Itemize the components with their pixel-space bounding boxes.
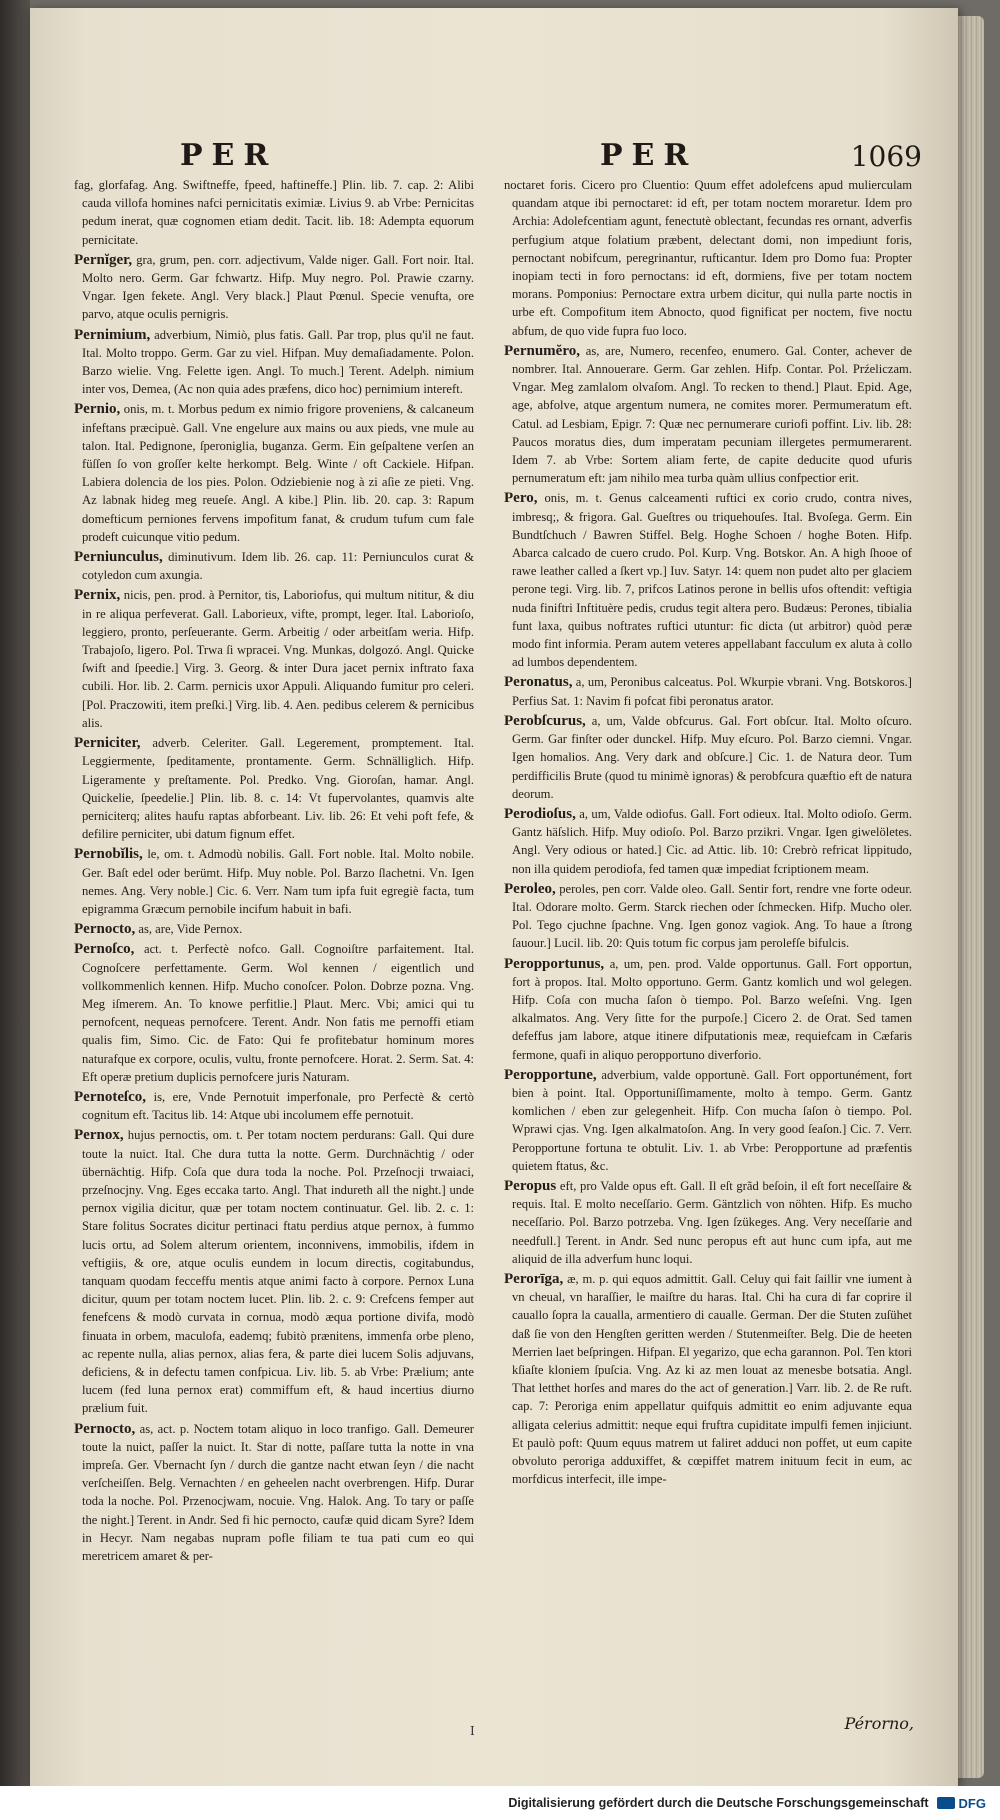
- dictionary-entry: [504, 1066, 912, 1175]
- dictionary-entry: [74, 548, 474, 584]
- entry-headword: Pernoteſco,: [74, 1088, 147, 1105]
- entry-text: act. t. Perfectè nofco. Gall. Cognoiſtre parfaitement. Ital. Cognoſcere perfettamente. Germ. Wol kennen / eigentlich und vollkommenlich kennen. Hifp. Mucho conoſcer. Polon. Dobrze pozna. Vng. Meg iſmerem. An. To knowe perfitlie.] Plaut. Merc. Vbi; amici qui tu pernofcent, nequeas pernofcere. Terent. Andr. Non fatis me pernoffi etiam qualis fim, Simo. Cic. de Fato: Qui fe profitebatur hominum mores naturafque ex corpore, oculis, vultu, fronte pernofcere. Horat. 2. Serm. Sat. 4: Eft operæ pretium duplicis pernofcere juris Naturam.: [82, 942, 474, 1084]
- entry-text: nicis, pen. prod. à Pernitor, tis, Laboriofus, qui multum nititur, & diu in re aliqua perfeverat. Gall. Laborieux, vifte, prompt, leger. Ital. Laborioſo, leggiero, pronto, perſeuerante. Germ. Arbeitig / oder arbeitſam weria. Hifp. Trabajoſo, ligero. Pol. Trwa ſi wpracei. Vng. Munkas, dolgozó. Angl. Quicke ſwift and ſpeedie.] Virg. 3. Georg. & inter Dura jacet pernix inftrato faxa cubili. Hor. lib. 2. Carm. pernicis uxor Appuli. Aliquando fumitur pro celeri. [Pol. Praczowiti, item preſki.] Virg. lib. 4. Aen. pedibus celerem & pernicibus alis.: [82, 588, 475, 730]
- entry-headword: Peropus: [504, 1177, 557, 1194]
- dictionary-entry: [74, 251, 474, 324]
- entry-text: noctaret foris. Cicero pro Cluentio: Quum effet adolefcens apud mulierculam quandam atque ibi pernoctaret: id eft, per totam noctem moraretur. Idem pro Archia: Adolefcentiam agunt, fenectutè oblectant, fecundas res ornant, adverfis perfugium atque folatium præbent, delectant domi, non impediunt foris, pernoctant nobifcum, peregrinantur, rufticantur. Idem pro Domo fua: Propter inopiam tecti in foro pernoctans: id eft, dormiens, five per totam noctem morans. Pomponius: Pernoctare extra urbem dicitur, qui nulla parte noctis in urbe eft. Compofitum item Abnocto, quod fignificat per noctem, five noctu abfum, de quo vide fupra fuo loco.: [504, 178, 912, 338]
- left-column: [74, 176, 474, 1567]
- entry-text: is, ere, Vnde Pernotuit imperfonale, pro Perfectè & certò cognitum eft. Tacitus lib. 14: Atque ubi incolumem effe pernotuit.: [82, 1089, 474, 1123]
- dictionary-entry: [74, 586, 474, 732]
- dictionary-entry: [74, 326, 474, 399]
- entry-headword: Pernix,: [74, 587, 121, 604]
- dictionary-entry: [504, 1270, 912, 1488]
- dictionary-entry: [74, 1420, 474, 1566]
- dictionary-entry: [74, 920, 474, 938]
- entry-text: as, act. p. Noctem totam aliquo in loco tranfigo. Gall. Demeurer toute la nuict, paſſer la nuict. It. Star di notte, paſſare tutta la notte in vna impreſa. Ger. Vbernacht ſyn / durch die gantze nacht etwan ſeyn / die nacht verſcheiſſen. Belg. Vernachten / en geheelen nacht overbrengen. Hifp. Durar toda la noche. Pol. Przenocjwam, nocuie. Vng. Halok. Ang. To tary or paſſe the night.] Terent. in Andr. Sed fi hic pernocto, caufæ quid dicam Syre? Idem in Hecyr. Nam negabas nupram pofle filiam te tua pati cum eo qui meretricem amaret & per-: [82, 1421, 474, 1564]
- entry-headword: Peronatus,: [504, 674, 573, 691]
- dictionary-entry: [504, 342, 912, 488]
- dictionary-entry: [504, 880, 912, 953]
- entry-text: eft, pro Valde opus eft. Gall. Il eſt grãd beſoin, il eſt fort neceſſaire & requis. Ital. E molto neceſſario. Germ. Gäntzlich von nöhten. Hifp. Es mucho neceſſario. Pol. Barzo potrzeba. Vng. Igen ſzükeges. Ang. Very neceſſarie and needfull.] Terent. in Andr. Sed nunc peropus eft aut hunc cum ipfa, aut me aliquid de illa adverfum hunc loqui.: [512, 1178, 912, 1266]
- entry-text: adverbium, Nimiò, plus fatis. Gall. Par trop, plus qu'il ne faut. Ital. Molto troppo. Germ. Gar zu viel. Hifpan. Muy demaſiadamente. Polon. Barzo wielie. Vng. Felette igen. Angl. To much.] Terent. Adelph. nimium inter vos, Demea, (Ac non quia ades præfens, dico hoc) pernimium intereft.: [82, 327, 474, 397]
- entry-headword: Pernumĕro,: [504, 342, 580, 359]
- dictionary-entry: [74, 400, 474, 546]
- dictionary-entry: [504, 805, 912, 878]
- dfg-logo-text: DFG: [958, 1795, 986, 1811]
- entry-text: hujus pernoctis, om. t. Per totam noctem perdurans: Gall. Qui dure toute la nuict. Ital. Che dura tutta la notte. Germ. Durchnächtig / oder übernächtig. Hifp. Coſa que dura toda la noche. Pol. Przeſnocji trwaiaci, przeſnocjny. Vng. Eges eccaka tarto. Angl. That indureth all the night.] unde pernox vigilia dicitur, quæ per totam noctem continuatur. Gel. lib. 2. c. 1: Stare folitus Socrates dicitur pertinaci ftatu perdius atque pernox, à fummo lucis ortu, ad Solem alterum orientem, inconnivens, immobilis, ifdem in veftigiis, & ore, atque oculis eundem in locum directis, cogitabundus, tanquam quodam fecceffu mentis atque animi facto à corpore. Pernox Luna dicitur, quum per totam noctem lucet. Plin. lib. 2. c. 9: Crefcens femper aut fenefcens & modò curvata in cornua, modò æqua portione divifa, modò finuata in orbem, maculofa, eademq; fubitò prænitens, immenfa orbe pleno, ac repente nulla, alias pernox, alias fera, & parte diei lucem Solis adjuvans, deficiens, & in defectu tamen confpicua. Liv. lib. 5. ab Vrbe: Prælium; ante lucem (fed luna pernox erat) commiffum eft, & haud incertius diurno prælium fuit.: [82, 1128, 474, 1416]
- left-running-head: PER: [180, 138, 278, 173]
- dictionary-entry: [504, 489, 912, 671]
- dfg-logo-icon: [937, 1797, 955, 1809]
- entry-text: le, om. t. Admodù nobilis. Gall. Fort noble. Ital. Molto nobile. Ger. Baſt edel oder berümt. Hifp. Muy noble. Pol. Barzo ſlachetni. Vn. Igen nemes. Ang. Very noble.] Cic. 6. Verr. Nam tum ipfa fuit egregiè facta, tum epigramma Græcum pernobile incifum habuit in bafi.: [82, 847, 474, 916]
- dfg-credit-text: Digitalisierung gefördert durch die Deutsche Forschungsgemeinschaft: [508, 1796, 929, 1810]
- dictionary-entry: [504, 955, 912, 1064]
- book-spine-shadow: [0, 0, 30, 1820]
- entry-headword: Pernox,: [74, 1127, 124, 1144]
- page-edges: [958, 16, 984, 1778]
- entry-headword: Perobſcurus,: [504, 712, 586, 729]
- book-page: [30, 8, 958, 1786]
- page-number: 1069: [850, 140, 922, 173]
- entry-headword: Pernĭger,: [74, 251, 133, 268]
- entry-text: adverbium, valde opportunè. Gall. Fort opportunément, fort bien à point. Ital. Opportuniſſimamente, molto à tempo. Germ. Gantz komlichen / eben zur gelegenheit. Hifp. Con mucha ſaſon ò tiempo. Pol. Wprawi cjas. Vng. Igen alkalmatoſon. Ang. In very good ſeaſon.] Cic. 7. Verr. Peropportune fortuna te obtulit. Liv. 1. ab Vrbe: Peropportune ad præfentis quietem ftatus, &c.: [512, 1067, 912, 1173]
- entry-headword: Peropportunus,: [504, 955, 605, 972]
- entry-text: onis, m. t. Morbus pedum ex nimio frigore proveniens, & calcaneum infeftans præcipuè. Gall. Vne engelure aux mains ou aux pieds, vne mule au talon. Ital. Pedignone, ſperoniglia, buganza. Germ. Ein geſpaltene verſen an füſſen ſo von groſſer kelte herkompt. Belg. Winte / oft Cackiele. Hifpan. Labiera dolencia de los pies. Polon. Odziebienie nog à zi aſie ze pieti. Vng. Az labnak hideg meg reueſe. Angl. A kibe.] Plin. lib. 20. cap. 3: Rapum domefticum perniones fervens impofitum fanat, & crudum tufum cum fale prodeft cuicunque vitio pedum.: [82, 402, 474, 544]
- entry-headword: Pernoſco,: [74, 941, 135, 958]
- entry-text: peroles, pen corr. Valde oleo. Gall. Sentir fort, rendre vne forte odeur. Ital. Odorare molto. Germ. Starck riechen oder ſchmecken. Hifp. Mucho oler. Pol. Tego cjuchne ſpachne. Vng. Igen gonoz vagiok. Ang. To haue a ſtrong ſauour.] Lucil. lib. 20: Quis totum fic corpus jam perolefſe bifulcis.: [512, 881, 912, 951]
- dictionary-entry: [504, 712, 912, 803]
- digitization-credit-bar: [0, 1786, 1000, 1820]
- catchword: Pérorno,: [844, 1714, 914, 1733]
- entry-text: a, um, pen. prod. Valde opportunus. Gall. Fort opportun, fort à propos. Ital. Molto opportuno. Germ. Gantz komlich und wol gelegen. Hifp. Coſa con mucha ſaſon ò tiempo. Pol. Barzo weſeſni. Vng. Igen alkalmatos. Ang. Very ſitte for the purpoſe.] Cicero 2. de Orat. Sed tamen defeffus jam labore, atque itinere difputationis meæ, requiefcam in Cæfaris fermone, quafi in aliquo peropportuno diverforio.: [512, 956, 912, 1062]
- right-running-head: PER: [600, 138, 698, 173]
- entry-headword: Pero,: [504, 490, 538, 507]
- dictionary-entry: [504, 176, 912, 340]
- dictionary-entry: [74, 940, 474, 1086]
- dictionary-entry: [74, 734, 474, 843]
- dictionary-entry: [74, 1088, 474, 1124]
- entry-text: as, are, Vide Pernox.: [138, 922, 243, 937]
- entry-headword: Peropportune,: [504, 1066, 597, 1083]
- entry-text: a, um, Valde obfcurus. Gal. Fort obſcur. Ital. Molto oſcuro. Germ. Gar finſter oder dunckel. Hifp. Muy eſcuro. Pol. Barzo ciemni. Vngar. Igen homalios. Ang. Very dark and obſcure.] Cic. 1. de Natura deor. Tum perdifficilis Brute (quod tu minimè ignoras) & perobfcura quæftio eft de natura deorum.: [512, 713, 913, 801]
- entry-headword: Peroleo,: [504, 880, 556, 897]
- entry-headword: Pernocto,: [74, 1420, 136, 1437]
- entry-headword: Pernimium,: [74, 326, 151, 343]
- entry-text: onis, m. t. Genus calceamenti ruftici ex corio crudo, contra nives, imbresq;, & frigora. Gal. Gueſtres ou triquehouſes. Ital. Bvoſega. Germ. Ein Bundtſchuch / Bawren Stiffel. Belg. Hoghe Schoen / hoghe Boten. Hifp. Abarca calcado de cuero crudo. Pol. Kurp. Vng. Botskor. An. A high ſhooe of rawe leather called a ſkert vp.] Iuv. Satyr. 14: quem non pudet alto per glaciem perone tegi. Virg. lib. 7, prifcos Latinos perone in bellis ufos oftendit: veftigia nuda finiftri Inftituère pedis, crudus tegit altera pero. Budæus: Perones, tibialia funt laxa, quibus noftrates ruftici utuntur: fic dicta (ut arbitror) quòd peræ modo fint informia. Peram autem veteres appellabant facculum ex aluta à collo ad lumbos dependentem.: [512, 491, 912, 670]
- signature-mark: I: [470, 1724, 475, 1738]
- entry-text: æ, m. p. qui equos admittit. Gall. Celuy qui fait ſaillir vne iument à vn cheual, vn haraſſier, le maiſtre du haras. Ital. Chi ha cura di far coprire il cauallo ſopra la caualla, armentiero di caualle. German. Der die Stuten zuſühet daß ſie von den Hengſten geritten werden / Stutenmeiſter. Belg. Die de heeten Merrien laet beſpringen. Hifpan. El yegarizo, que echa garannon. Pol. Ten ktori kſiaſte kloniem ſpuſcia. Vng. Az ki az men louat az menesbe botsatia. Angl. That letthet horſes and mares do the act of generation.] Varr. lib. 2. de Re ruft. cap. 7: Peroriga enim appellatur quifquis admittit eo enim adjuvante equa alligata celerius admittit: neque equi fruftra cupiditate impulfi femen injiciunt. Et paulò poft: Quum equus matrem ut faliret adduci non poffet, ut eum capite obvoluto peroriga adduxiffet, & cœpiffet matrem inituum fecit in eum, ac morfdicus interfecit, ille impe-: [512, 1271, 912, 1487]
- entry-text: adverb. Celeriter. Gall. Legerement, promptement. Ital. Leggiermente, ſpeditamente, prontamente. Germ. Schnälliglich. Hifp. Ligeramente y preſtamente. Pol. Predko. Vng. Gioroſan, hamar. Angl. Quickelie, ſpeedelie.] Plin. lib. 8. c. 14: Vt fupervolantes, quamvis alte perniciterq; alites haufu raptas abforbeant. Liv. lib. 26: Et vehi poft fefe, & defilire perniciter, ubi datum fignum effet.: [82, 736, 474, 842]
- entry-headword: Pernocto,: [74, 921, 136, 938]
- dictionary-entry: [504, 1177, 912, 1268]
- entry-headword: Perniciter,: [74, 735, 141, 752]
- entry-headword: Pernio,: [74, 401, 121, 418]
- dictionary-entry: [504, 673, 912, 709]
- entry-headword: Pernobĭlis,: [74, 846, 143, 863]
- entry-headword: Perniunculus,: [74, 549, 163, 566]
- entry-text: a, um, Peronibus calceatus. Pol. Wkurpie vbrani. Vng. Botskoros.] Perfius Sat. 1: Navim fi pofcat fibi peronatus arator.: [512, 675, 912, 708]
- dictionary-entry: [74, 176, 474, 249]
- entry-text: a, um, Valde odiofus. Gall. Fort odieux. Ital. Molto odioſo. Germ. Gantz häſslich. Hifp. Muy odioſo. Pol. Barzo przikri. Vngar. Igen giwelöletes. Angl. Very odious or hated.] Cic. ad Attic. lib. 10: Crebrò refricat lippitudo, non illa quidem perodiofa, fed tamen quæ impediat fcriptionem meam.: [512, 806, 912, 876]
- right-column: [504, 176, 912, 1490]
- dictionary-entry: [74, 845, 474, 918]
- entry-text: fag, glorfafag. Ang. Swiftneffe, fpeed, haftineffe.] Plin. lib. 7. cap. 2: Alibi cauda villofa homines nafci pernicitatis eximiæ. Livius 9. ab Vrbe: Pernicitas pedum inerat, quæ cognomen etiam dedit. Tacit. lib. 18: Adempta equorum pernicitate.: [74, 178, 474, 247]
- entry-text: diminutivum. Idem lib. 26. cap. 11: Perniunculos curat & cotyledon cum axungia.: [82, 550, 474, 583]
- entry-text: gra, grum, pen. corr. adjectivum, Valde niger. Gall. Fort noir. Ital. Molto nero. Germ. Gar fchwartz. Hifp. Muy negro. Pol. Prawie czarny. Vngar. Igen fekete. Angl. Very black.] Plaut Pœnul. Specie venufta, ore parvo, atque oculis pernigris.: [82, 252, 475, 322]
- entry-headword: Perodioſus,: [504, 805, 576, 822]
- entry-text: as, are, Numero, recenfeo, enumero. Gal. Conter, achever de nombrer. Ital. Annouerare. Germ. Gar zehlen. Hifp. Contar. Pol. Prźeliczam. Vngar. Meg zamlalom olvaſom. Angl. To recken to thend.] Plaut. Epid. Age, age, abfolve, atque argentum numera, ne comites morer. Permumeratum eft. Catul. ad Lesbiam, Epigr. 7: Quæ nec pernumerare curiofi poffint. Liv. lib. 28: Paucos moratus dies, dum imperatam pecuniam illergetes permumerarent. Idem 7. ab Vrbe: Sortem aliam ferte, de capite deducite quod ufuris pernumeratum eft: jam nihilo mea turba quàm ullius confpectior erit.: [512, 343, 913, 486]
- entry-headword: Perorīga,: [504, 1270, 564, 1287]
- dictionary-entry: [74, 1126, 474, 1417]
